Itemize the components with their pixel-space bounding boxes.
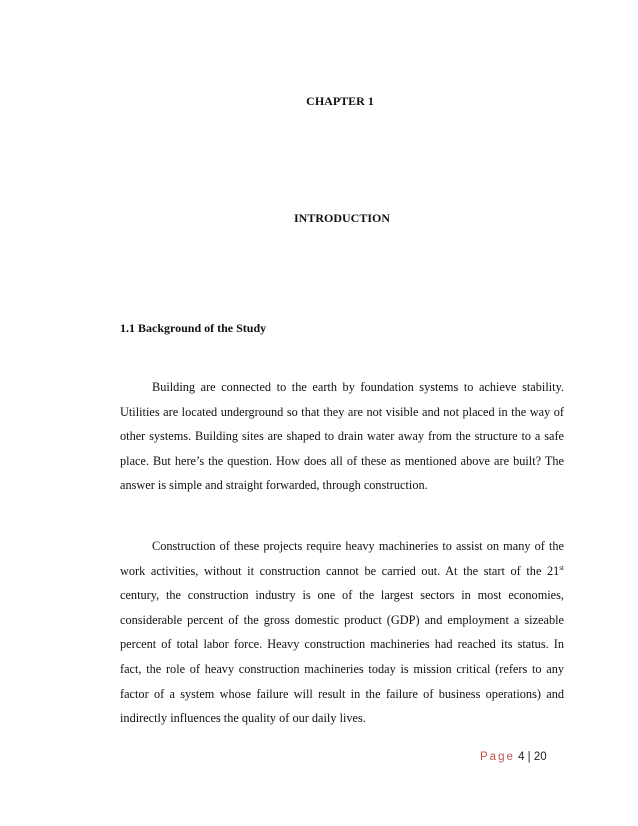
page-footer xyxy=(480,751,547,763)
paragraph-construction xyxy=(120,534,564,731)
superscript-ordinal: st xyxy=(559,563,564,572)
paragraph-text-part1: Construction of these projects require heavy machineries to assist on many of the work activities, without it construction cannot be carried out. At the start of the 21 xyxy=(120,539,564,578)
chapter-heading: CHAPTER 1 xyxy=(306,94,374,108)
page-number: 4 xyxy=(518,751,525,763)
section-heading: 1.1 Background of the Study xyxy=(120,321,267,335)
total-pages: 20 xyxy=(533,751,547,763)
chapter-title: INTRODUCTION xyxy=(293,211,390,225)
page-separator: | xyxy=(527,751,531,763)
paragraph-text-part2: century, the construction industry is one of the largest sectors in most economies, considerable percent of the gross domestic product (GDP) and employment a sizeable percent of total labor force. Heavy construction machineries had reached its status. In fact, the role of heavy construction machineries today is mission critical (refers to any factor of a system whose failure will result in the failure of business operations) and indirectly influences the quality of our daily lives. xyxy=(120,588,564,726)
page-label: Page xyxy=(480,751,515,763)
paragraph-background: Building are connected to the earth by foundation systems to achieve stability. Utilities are located underground so that they are not visible and not placed in the way of other systems. Building sites are shaped to drain water away from the structure to a safe place. But here’s the question. How does all of these as mentioned above are built? The answer is simple and straight forwarded, through construction. xyxy=(120,380,564,493)
